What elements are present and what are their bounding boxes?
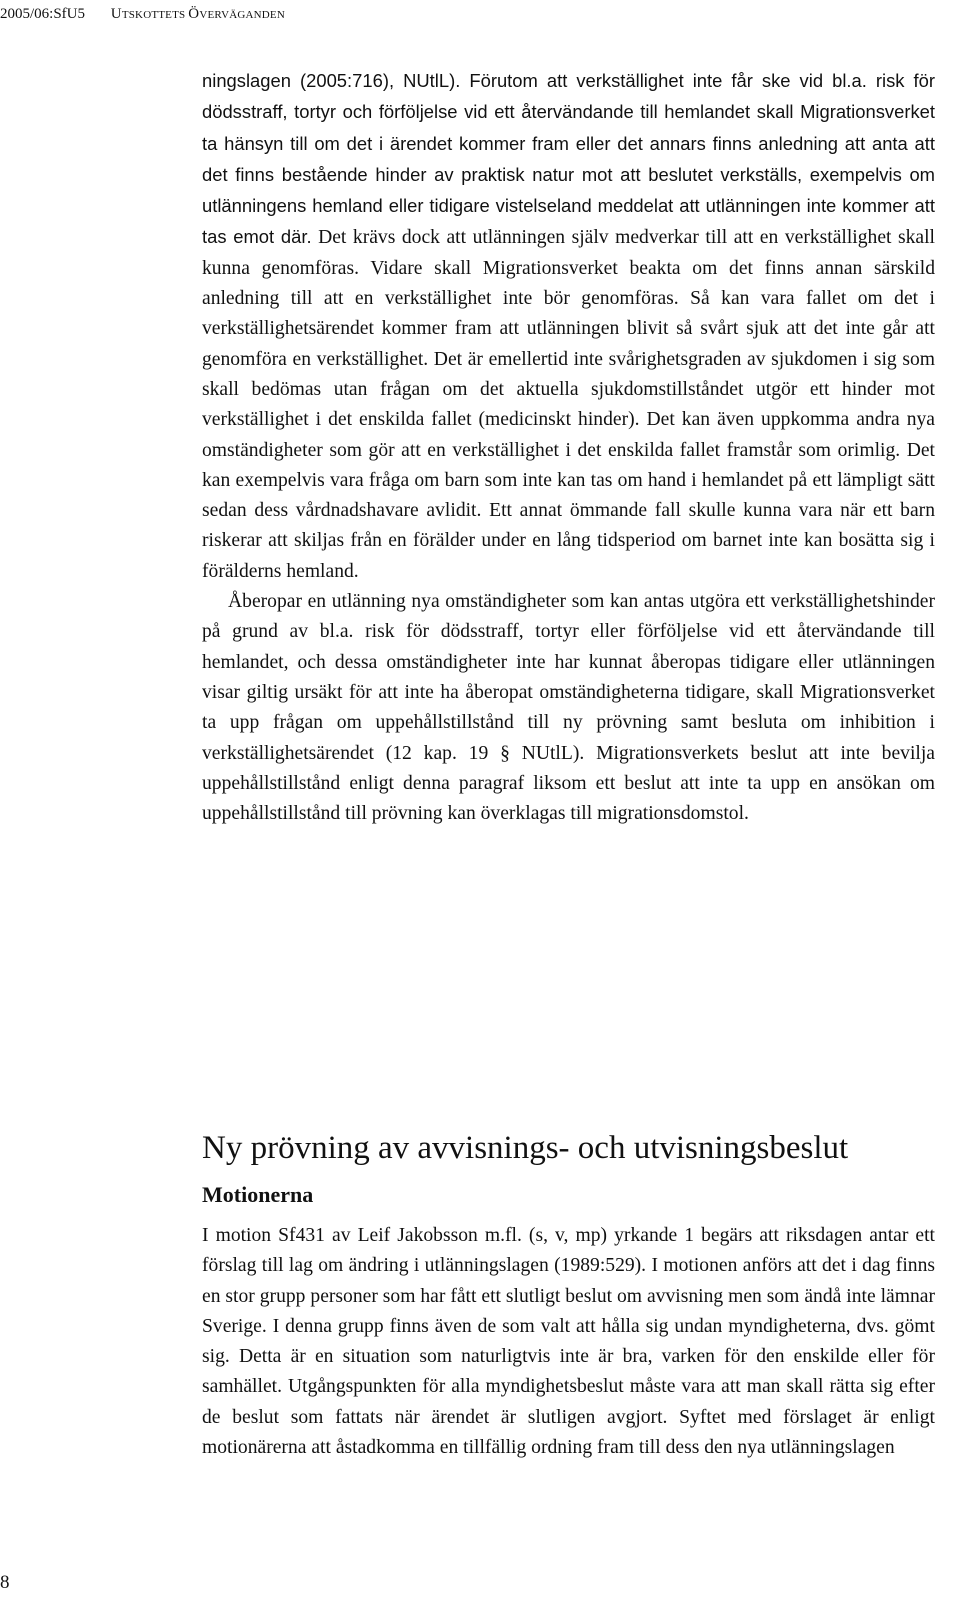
body-paragraph-1-serif-part: Det krävs dock att utlänningen själv medverkar till att en verkställighet skall kunna genomföras. Vidare skall Migrationsverket beakta om det finns annan särskild anledning till att en verkställighet inte bör genomföras. Så kan vara fallet om det i verkställighetsärendet kommer fram att utlänningen blivit så svårt sjuk att det inte går att genomföra en verkställighet. Det är emellertid inte svårighetsgraden av sjukdomen i sig som skall bedömas utan frågan om det aktuella sjukdomstillståndet utgör ett hinder mot verkställighet i det enskilda fallet (medicinskt hinder). Det kan även uppkomma andra nya omständigheter som gör att en verkställighet i det enskilda fallet framstår som orimlig. Det kan exempelvis vara fråga om barn som inte kan tas om hand i hemlandet på ett lämpligt sätt sedan dess vårdnadshavare avlidit. Ett annat ömmande fall skulle kunna vara när ett barn riskerar att skiljas från en förälder under en lång tidsperiod om barnet inte kan bosätta sig i förälderns hemland. [202, 227, 935, 582]
body-paragraph-1-sans-part: ningslagen (2005:716), NUtlL). Förutom att verkställighet inte får ske vid bl.a. risk för dödsstraff, tortyr och förföljelse vid ett återvändande till hemlandet skall Migrationsverket ta hänsyn till om det i ärendet kommer fram eller det annars finns anledning att anta att det finns bestående hinder av praktisk natur mot att beslutet verkställs, exempelvis om utlänningens hemland eller tidigare vistelseland meddelat att utlänningen inte kommer att tas emot där. [202, 70, 935, 248]
page-content [202, 66, 935, 1459]
committee-initial-1: U [110, 6, 122, 22]
page-number: 8 [0, 1572, 10, 1593]
subsection-heading: Motionerna [202, 1182, 314, 1207]
motion-paragraph: I motion Sf431 av Leif Jakobsson m.fl. (s, v, mp) yrkande 1 begärs att riksdagen antar ett förslag till lag om ändring i utlänningslagen (1989:529). I motionen anförs att det i dag finns en stor grupp personer som har fått ett slutligt beslut om avvisning men som ändå inte lämnar Sverige. I denna grupp finns även de som valt att hålla sig undan myndigheterna, dvs. gömt sig. Detta är en situation som naturligtvis inte är bra, varken för den enskilde eller för samhället. Utgångspunkten för alla myndighetsbeslut måste vara att man skall rätta sig efter de beslut som fattats när ärendet är slutligen avgjort. Syftet med förslaget är enligt motionärerna att åstadkomma en tillfällig ordning fram till dess den nya utlänningslagen [202, 1225, 935, 1459]
committee-smallcaps-2: VERVÄGANDEN [199, 9, 285, 21]
motion-section [202, 1221, 935, 1463]
committee-smallcaps-1: TSKOTTETS [121, 9, 189, 21]
committee-initial-2: Ö [188, 6, 200, 22]
document-series: 2005/06:SfU5 [0, 6, 86, 22]
body-paragraph-1 [202, 66, 935, 587]
section-heading: Ny prövning av avvisnings- och utvisningsbeslut [202, 1130, 849, 1166]
running-header [0, 6, 285, 23]
committee-title [111, 6, 285, 22]
body-paragraph-2: Åberopar en utlänning nya omständigheter som kan antas utgöra ett verkställighetshinder på grund av bl.a. risk för dödsstraff, tortyr eller förföljelse vid ett återvändande till hemlandet, och dessa omständigheter inte har kunnat åberopas tidigare eller utlänningen visar giltig ursäkt för att inte ha åberopat omständigheterna tidigare, skall Migrationsverket ta upp frågan om uppehållstillstånd till ny prövning samt besluta om inhibition i verkställighetsärendet (12 kap. 19 § NUtlL). Migrationsverkets beslut att inte bevilja uppehållstillstånd enligt denna paragraf liksom ett beslut att inte ta upp en ansökan om uppehållstillstånd till prövning kan överklagas till migrationsdomstol. [202, 591, 935, 825]
